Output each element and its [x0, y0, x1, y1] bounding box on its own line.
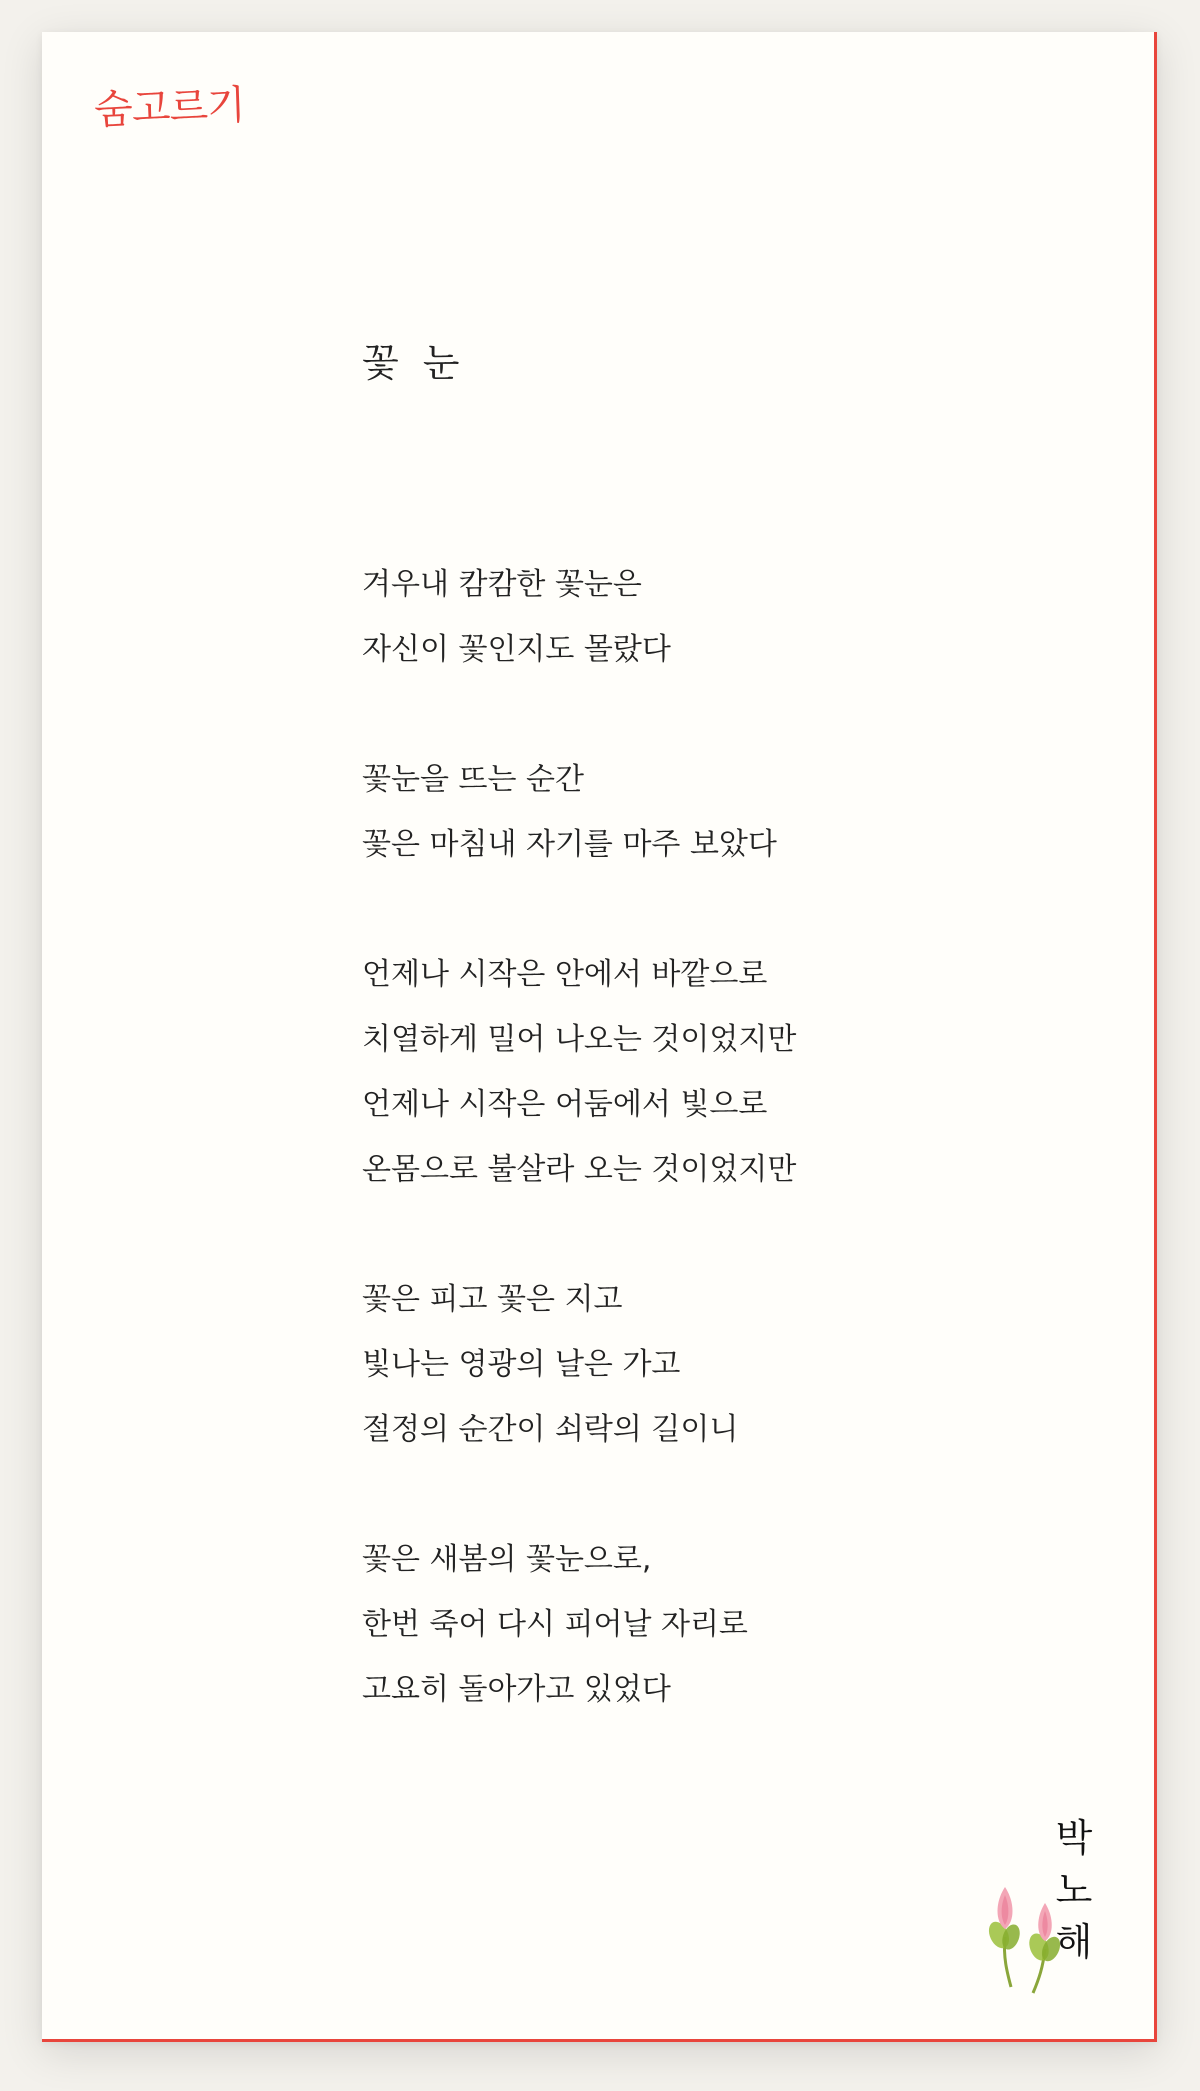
poem-line: 빛나는 영광의 날은 가고 [362, 1347, 681, 1382]
poem-stanza [362, 1267, 796, 1462]
poem-card [42, 32, 1157, 2042]
poem-stanza [362, 747, 796, 877]
author-signature [1044, 1812, 1104, 1968]
poem-line: 겨우내 캄캄한 꽃눈은 [362, 567, 642, 602]
signature-char: 해 [1055, 1920, 1093, 1964]
poem-stanza [362, 1527, 796, 1722]
poem-line: 절정의 순간이 쇠락의 길이니 [362, 1412, 739, 1447]
poem-stanza [362, 942, 796, 1202]
poem-stanza [362, 552, 796, 682]
poem-line: 꽃은 마침내 자기를 마주 보았다 [362, 827, 777, 862]
poem-line: 꽃눈을 뜨는 순간 [362, 762, 584, 797]
signature-char: 박 [1055, 1816, 1093, 1860]
poem-title: 꽃 눈 [362, 341, 466, 385]
poem-line: 언제나 시작은 어둠에서 빛으로 [362, 1087, 768, 1122]
poem-line: 언제나 시작은 안에서 바깥으로 [362, 957, 768, 992]
brand-logo: 숨고르기 [93, 82, 246, 134]
poem-line: 한번 죽어 다시 피어날 자리로 [362, 1607, 748, 1642]
poem-line: 꽃은 피고 꽃은 지고 [362, 1282, 623, 1317]
poem-line: 치열하게 밀어 나오는 것이었지만 [362, 1022, 797, 1057]
poem-line: 고요히 돌아가고 있었다 [362, 1672, 671, 1707]
poem-body [362, 552, 796, 1787]
signature-char: 노 [1055, 1868, 1093, 1912]
poem-line: 온몸으로 불살라 오는 것이었지만 [362, 1152, 797, 1187]
poem-line: 꽃은 새봄의 꽃눈으로, [362, 1542, 652, 1577]
poem-line: 자신이 꽃인지도 몰랐다 [362, 632, 671, 667]
